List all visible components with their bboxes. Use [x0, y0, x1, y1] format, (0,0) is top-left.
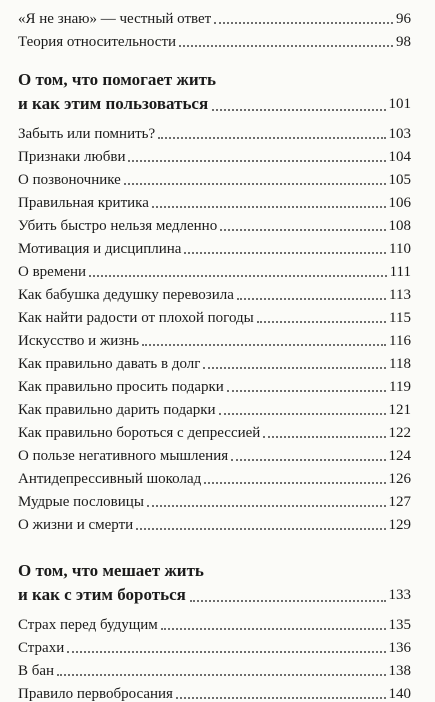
toc-entry — [18, 211, 411, 234]
dot-leader — [158, 137, 385, 139]
toc-entry-title: О пользе негативного мышления — [18, 448, 229, 464]
dot-leader — [204, 482, 385, 484]
toc-entry-page: 105 — [388, 172, 411, 188]
section-heading-line2-row — [18, 92, 411, 116]
toc-entry-title: Убить быстро нельзя медленно — [18, 218, 218, 234]
toc-entry — [18, 303, 411, 326]
toc-entry-title: Как правильно просить подарки — [18, 379, 224, 395]
toc-entry-title: Страхи — [18, 640, 65, 656]
section-heading-page: 101 — [388, 96, 411, 112]
toc-entry — [18, 610, 411, 633]
toc-entry-page: 129 — [388, 517, 411, 533]
toc-entry-page: 113 — [389, 287, 411, 303]
toc-entry — [18, 280, 411, 303]
toc-entry-title: Страх перед будущим — [18, 617, 158, 633]
toc-entry — [18, 372, 411, 395]
dot-leader — [124, 183, 386, 185]
toc-entry-page: 124 — [388, 448, 411, 464]
toc-entry-title: Антидепрессивный шоколад — [18, 471, 202, 487]
dot-leader — [219, 413, 386, 415]
dot-leader — [190, 600, 386, 602]
section-heading-line2: и как этим пользоваться — [18, 94, 209, 113]
dot-leader — [227, 390, 386, 392]
toc-entry-title: Как бабушка дедушку перевозила — [18, 287, 234, 303]
toc-entry-page: 116 — [389, 333, 411, 349]
dot-leader — [231, 459, 385, 461]
toc-entry — [18, 395, 411, 418]
toc-entry — [18, 257, 411, 280]
toc-entry-page: 106 — [388, 195, 411, 211]
toc-entry-title: «Я не знаю» — честный ответ — [18, 11, 212, 27]
toc-entry-title: Как правильно бороться с депрессией — [18, 425, 261, 441]
dot-leader — [220, 229, 385, 231]
dot-leader — [214, 22, 393, 24]
toc-entry-page: 127 — [388, 494, 411, 510]
toc-entry-title: Забыть или помнить? — [18, 126, 156, 142]
section-heading — [18, 68, 411, 116]
dot-leader — [237, 298, 386, 300]
section-heading-line2: и как с этим бороться — [18, 585, 186, 604]
dot-leader — [152, 206, 386, 208]
toc-entry-title: Как правильно дарить подарки — [18, 402, 216, 418]
dot-leader — [142, 344, 386, 346]
toc-entry-page: 136 — [388, 640, 411, 656]
toc-entry — [18, 349, 411, 372]
toc-entry-page: 98 — [396, 34, 411, 50]
toc-entry — [18, 27, 411, 50]
section-1 — [18, 68, 411, 533]
toc-entry — [18, 188, 411, 211]
dot-leader — [147, 505, 386, 507]
dot-leader — [176, 697, 386, 699]
toc-entry-page: 104 — [388, 149, 411, 165]
toc-entry-page: 138 — [388, 663, 411, 679]
dot-leader — [184, 252, 386, 254]
toc-entry-page: 119 — [389, 379, 411, 395]
dot-leader — [128, 160, 385, 162]
toc-entry — [18, 633, 411, 656]
dot-leader — [89, 275, 387, 277]
toc-entry — [18, 119, 411, 142]
toc-entry-title: О позвоночнике — [18, 172, 121, 188]
toc-entry — [18, 510, 411, 533]
toc-entry-page: 108 — [388, 218, 411, 234]
toc-entry-page: 115 — [389, 310, 411, 326]
dot-leader — [179, 45, 393, 47]
dot-leader — [136, 528, 385, 530]
toc-entry-page: 110 — [389, 241, 411, 257]
toc-entry-page: 122 — [388, 425, 411, 441]
toc-entry-page: 140 — [388, 686, 411, 702]
dot-leader — [57, 674, 385, 676]
toc-entry-title: Как правильно давать в долг — [18, 356, 201, 372]
toc-entry-title: Искусство и жизнь — [18, 333, 140, 349]
toc-entry-title: Правило первобросания — [18, 686, 173, 702]
toc-entry — [18, 234, 411, 257]
dot-leader — [212, 109, 385, 111]
dot-leader — [263, 436, 385, 438]
toc-entry-title: Мотивация и дисциплина — [18, 241, 182, 257]
section-2 — [18, 559, 411, 702]
toc-entry — [18, 679, 411, 702]
section-heading-line1: О том, что помогает жить — [18, 70, 216, 89]
toc-entry-page: 118 — [389, 356, 411, 372]
toc-entry-page: 126 — [388, 471, 411, 487]
section-heading — [18, 559, 411, 607]
section-entries — [18, 119, 411, 533]
toc-entry — [18, 142, 411, 165]
section-entries — [18, 610, 411, 702]
toc-entry — [18, 418, 411, 441]
toc-entry — [18, 165, 411, 188]
toc-entry — [18, 326, 411, 349]
dot-leader — [257, 321, 386, 323]
toc-entry-title: О жизни и смерти — [18, 517, 134, 533]
toc-entry-title: Теория относительности — [18, 34, 177, 50]
toc-entry-page: 121 — [388, 402, 411, 418]
top-entries — [18, 0, 411, 50]
toc-entry — [18, 464, 411, 487]
toc-entry-title: Признаки любви — [18, 149, 126, 165]
dot-leader — [67, 651, 385, 653]
toc-entry-page: 103 — [388, 126, 411, 142]
toc-entry-page: 96 — [396, 11, 411, 27]
toc-entry — [18, 441, 411, 464]
toc-entry-page: 111 — [389, 264, 411, 280]
toc-entry-title: Мудрые пословицы — [18, 494, 144, 510]
toc-entry — [18, 487, 411, 510]
dot-leader — [161, 628, 386, 630]
section-heading-line2-row — [18, 583, 411, 607]
toc-entry-title: Как найти радости от плохой погоды — [18, 310, 254, 326]
dot-leader — [203, 367, 386, 369]
toc-entry-title: В бан — [18, 663, 55, 679]
toc-entry — [18, 656, 411, 679]
section-heading-page: 133 — [388, 587, 411, 603]
toc-entry-title: О времени — [18, 264, 87, 280]
toc-entry-title: Правильная критика — [18, 195, 149, 211]
section-heading-line1: О том, что мешает жить — [18, 561, 204, 580]
toc-entry-page: 135 — [388, 617, 411, 633]
toc-entry — [18, 4, 411, 27]
